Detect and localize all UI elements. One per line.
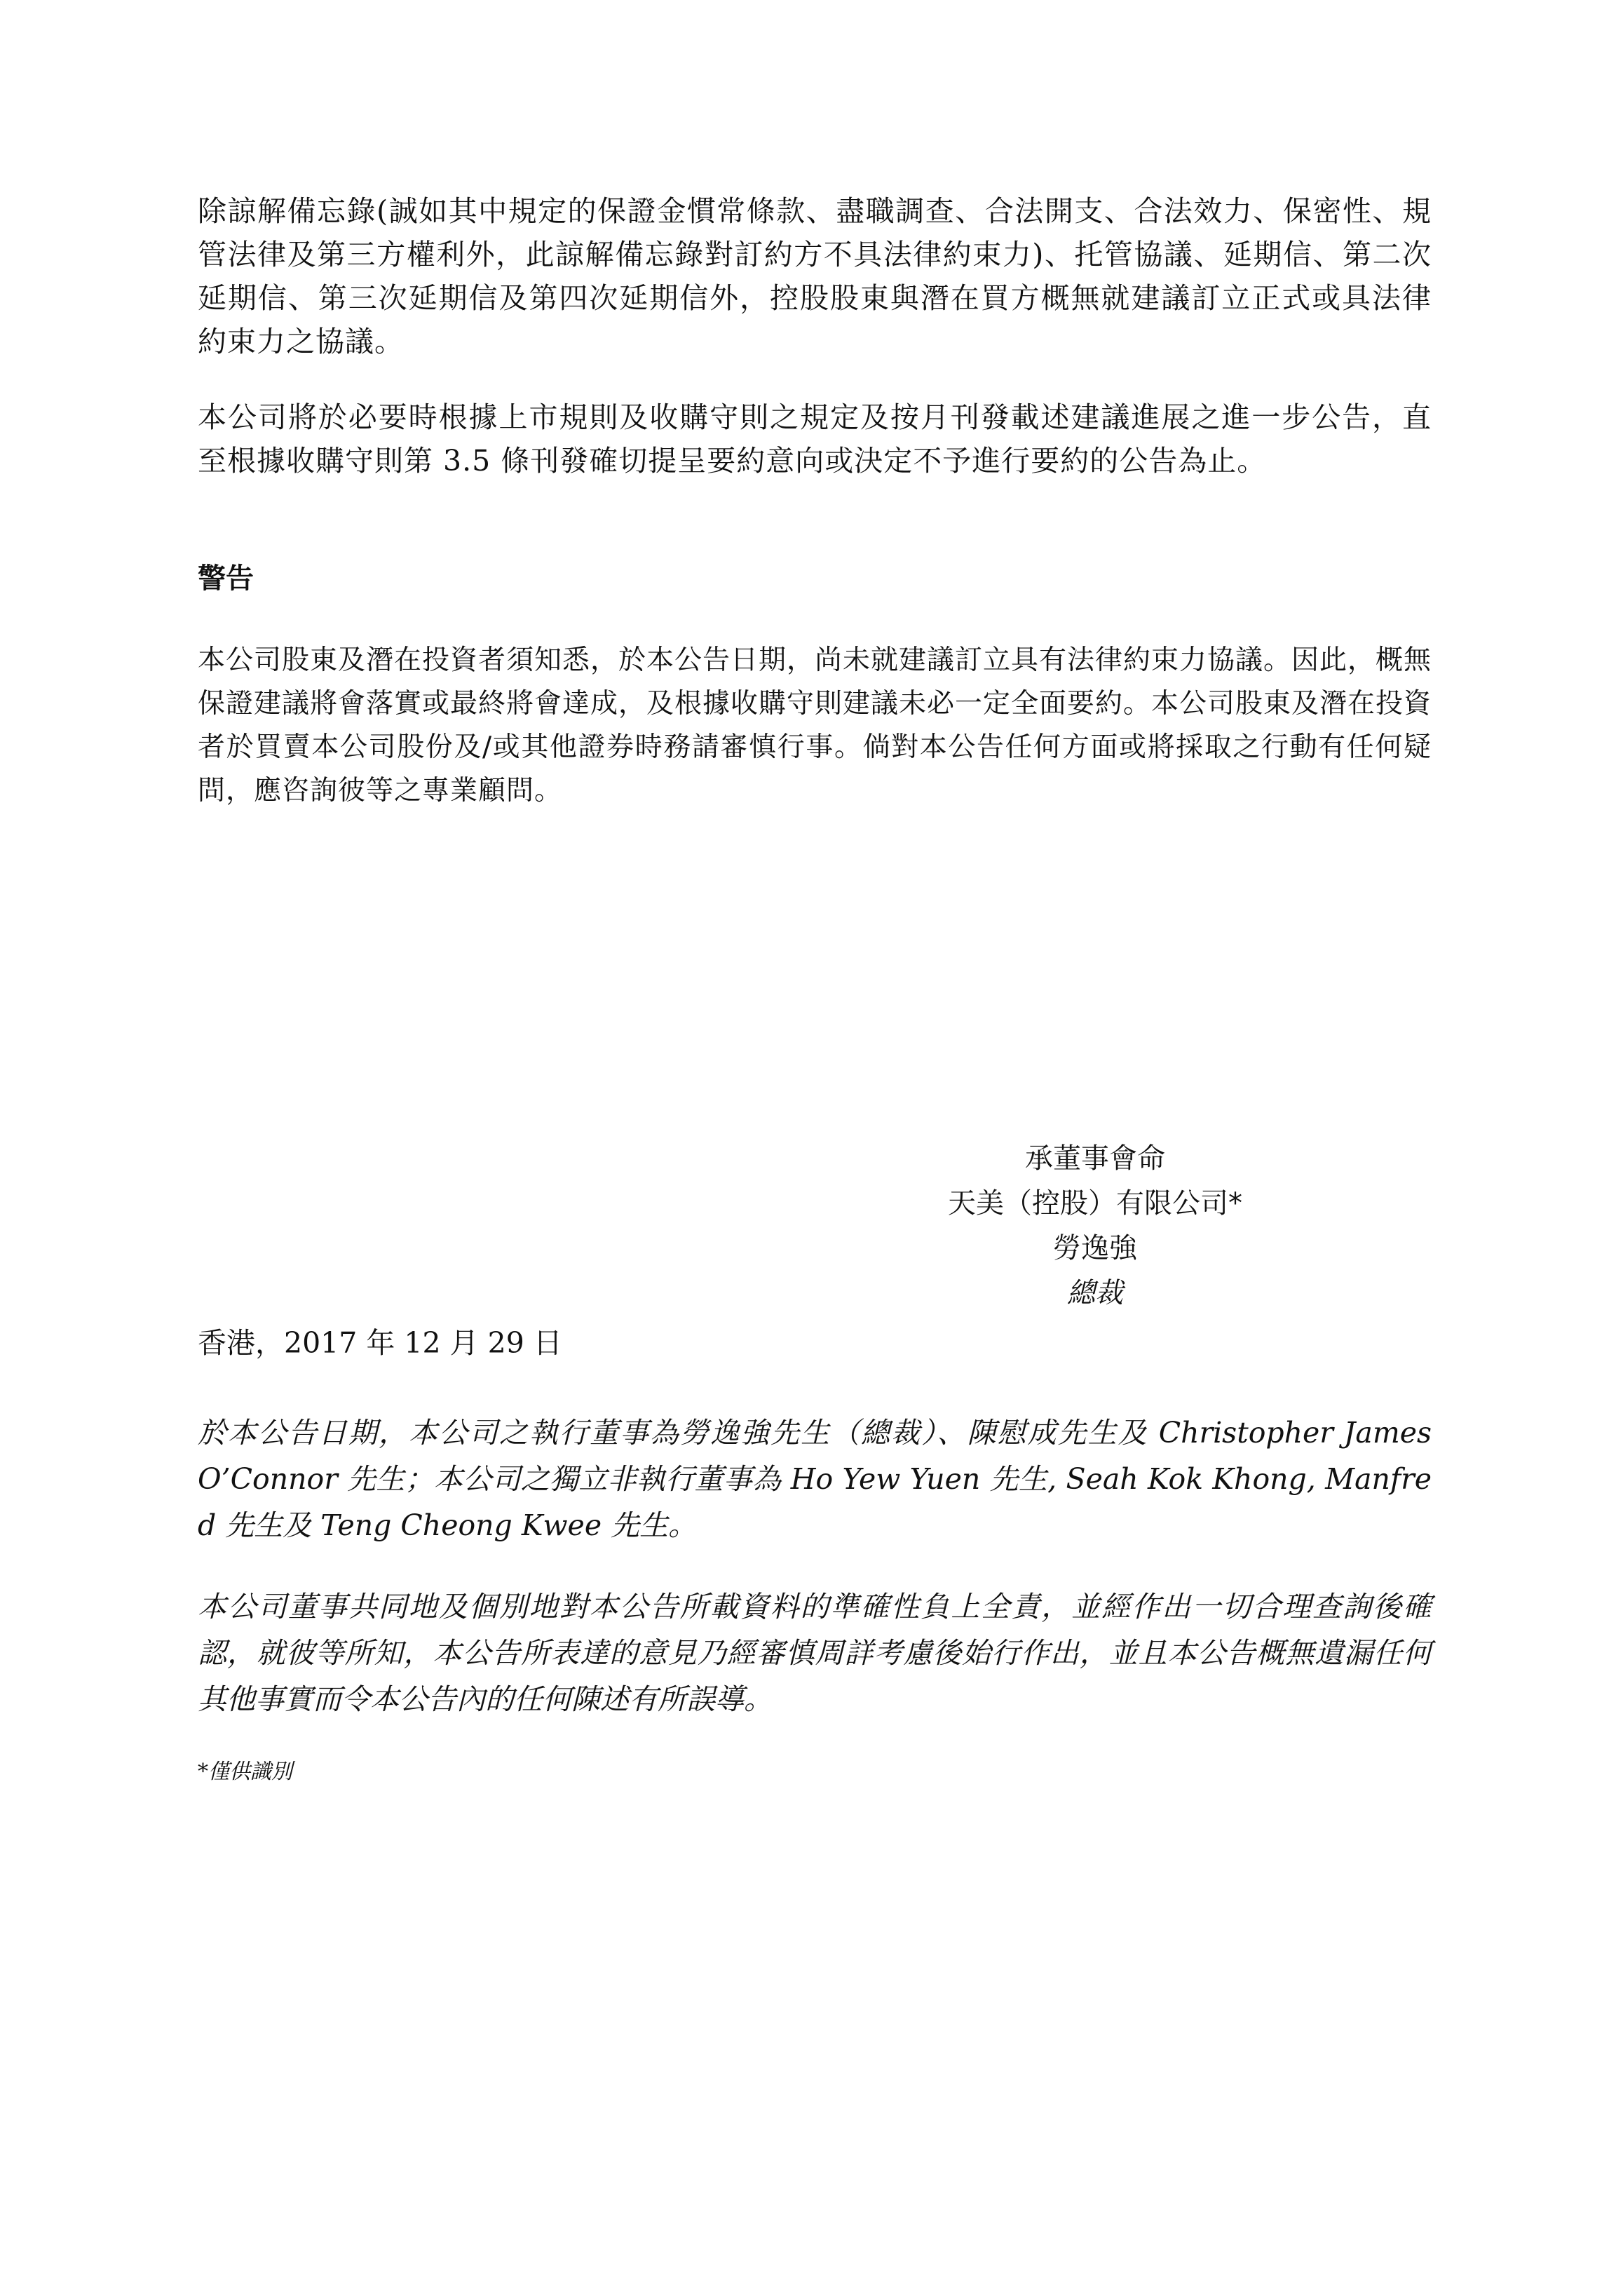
responsibility-paragraph: 本公司董事共同地及個別地對本公告所載資料的準確性負上全責，並經作出一切合理查詢後確認，就彼等所知，本公告所表達的意見乃經審慎周詳考慮後始行作出，並且本公告概無遺漏任何其他事實而令本公告內的任何陳述有所誤導。 [198, 1590, 1432, 1716]
signature-block [913, 1136, 1277, 1316]
warning-heading: 警告 [198, 562, 254, 595]
paragraph-further-announcements: 本公司將於必要時根據上市規則及收購守則之規定及按月刊發載述建議進展之進一步公告，直至根據收購守則第 3.5 條刊發確切提呈要約意向或決定不予進行要約的公告為止。 [198, 400, 1432, 478]
signature-name: 勞逸強 [1053, 1232, 1137, 1264]
warning-paragraph: 本公司股東及潛在投資者須知悉，於本公告日期，尚未就建議訂立具有法律約束力協議。因此，概無保證建議將會落實或最終將會達成，及根據收購守則建議未必一定全面要約。本公司股東及潛在投資者於買賣本公司股份及/或其他證券時務請審慎行事。倘對本公告任何方面或將採取之行動有任何疑問，應咨詢彼等之專業顧問。 [198, 644, 1432, 806]
footnote: *僅供識別 [198, 1760, 292, 1784]
paragraph-mou-agreements: 除諒解備忘錄(誠如其中規定的保證金慣常條款、盡職調查、合法開支、合法效力、保密性、規管法律及第三方權利外，此諒解備忘錄對訂約方不具法律約束力)、托管協議、延期信、第二次延期信、第三次延期信及第四次延期信外，控股股東與潛在買方概無就建議訂立正式或具法律約束力之協議。 [198, 194, 1432, 358]
directors-paragraph: 於本公告日期，本公司之執行董事為勞逸強先生（總裁）、陳慰成先生及 Christopher James O’Connor 先生；本公司之獨立非執行董事為 Ho Yew Yuen 先生, Seah Kok Khong, Manfred 先生及 Teng Cheong Kwee 先生。 [198, 1416, 1432, 1542]
dateline: 香港，2017 年 12 月 29 日 [198, 1326, 562, 1360]
signature-by-order: 承董事會命 [1025, 1142, 1165, 1175]
signature-company: 天美（控股）有限公司* [948, 1187, 1242, 1220]
signature-title: 總裁 [1067, 1277, 1123, 1309]
